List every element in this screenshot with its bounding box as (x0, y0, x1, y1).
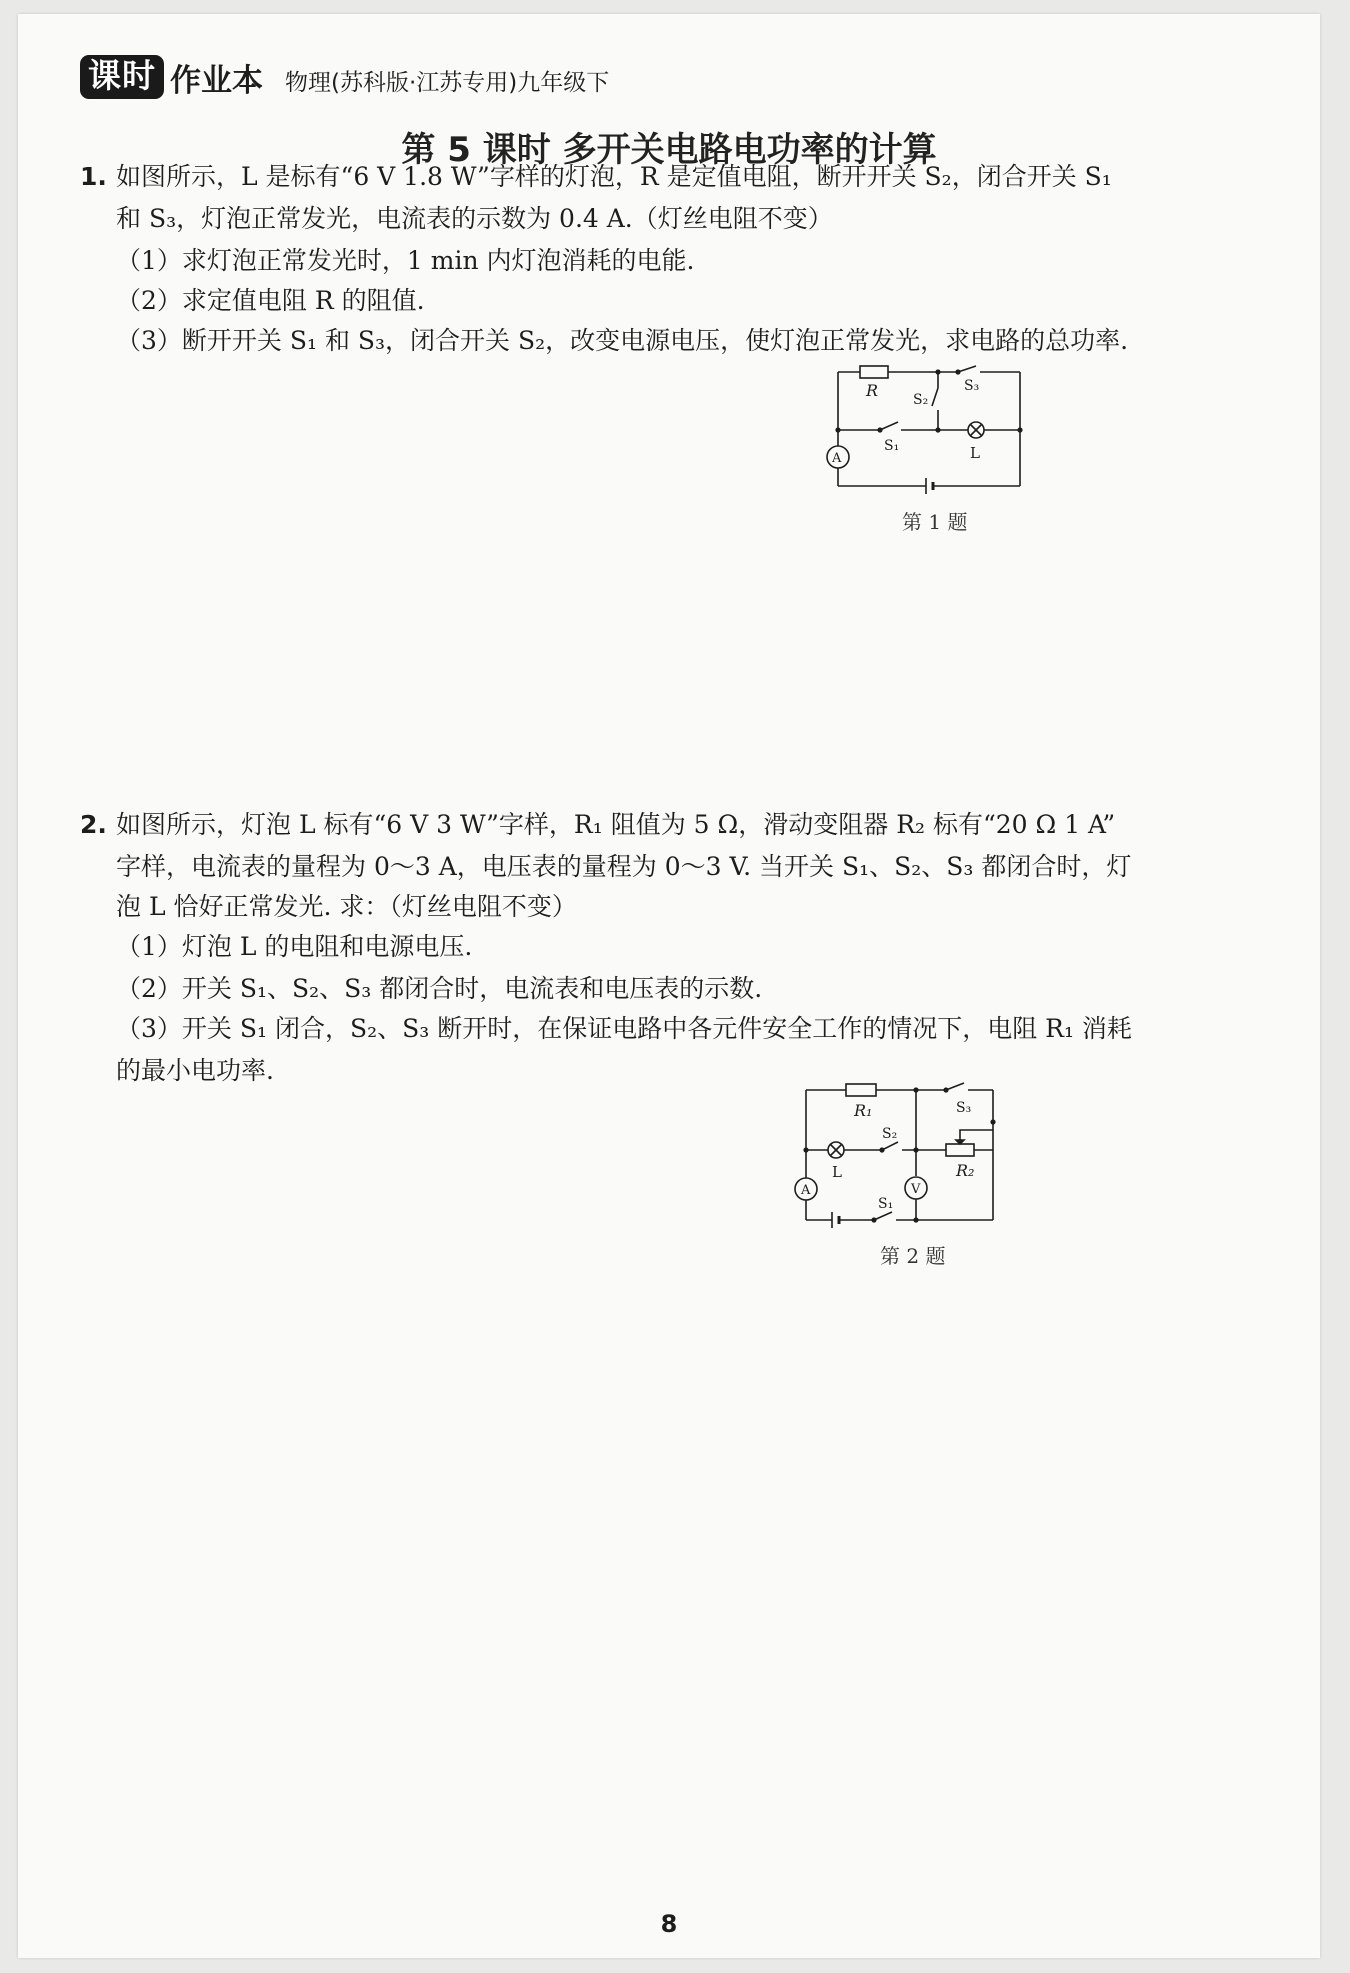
label-s3: S₃ (964, 378, 980, 394)
series-name: 作业本 (170, 62, 263, 99)
label-s2: S₂ (913, 392, 929, 408)
voltmeter-label: V (911, 1182, 921, 1197)
label-s1: S₁ (878, 1196, 894, 1212)
sub-question: （3）开关 S₁ 闭合，S₂、S₃ 断开时，在保证电路中各元件安全工作的情况下，电阻 R₁ 消耗 (116, 1014, 1132, 1043)
ammeter-label: A (832, 451, 842, 466)
question-text-line: 字样，电流表的量程为 0～3 A，电压表的量程为 0～3 V. 当开关 S₁、S₂、S₃ 都闭合时，灯 (116, 852, 1132, 881)
question-text-line: 泡 L 恰好正常发光. 求：（灯丝电阻不变） (116, 892, 577, 921)
page-header (80, 52, 609, 102)
page-number: 8 (660, 1910, 678, 1938)
sub-question: （2）求定值电阻 R 的阻值. (116, 286, 425, 315)
label-s3: S₃ (956, 1100, 972, 1116)
question-text-line: 如图所示，灯泡 L 标有“6 V 3 W”字样，R₁ 阻值为 5 Ω，滑动变阻器 R₂ 标有“20 Ω 1 A” (116, 810, 1116, 839)
question-text-line: 的最小电功率. (116, 1056, 274, 1085)
label-r: R (866, 381, 879, 400)
question-number: 1. (80, 162, 107, 191)
figure-caption: 第 2 题 (880, 1244, 946, 1268)
label-r1: R₁ (854, 1101, 873, 1120)
circuit-diagram-2 (796, 1080, 1006, 1230)
subject-label: 物理(苏科版·江苏专用)九年级下 (285, 69, 610, 96)
series-logo: 课时 (80, 55, 164, 99)
circuit-diagram-1 (828, 358, 1028, 498)
label-s2: S₂ (882, 1126, 898, 1142)
label-s1: S₁ (884, 438, 900, 454)
question-text-line: 和 S₃，灯泡正常发光，电流表的示数为 0.4 A.（灯丝电阻不变） (116, 204, 833, 233)
rheostat-r2-symbol (946, 1144, 974, 1156)
ammeter-label: A (801, 1183, 811, 1198)
label-l: L (832, 1163, 842, 1181)
resistor-r1-symbol (846, 1084, 876, 1096)
question-number: 2. (80, 810, 107, 839)
page (18, 14, 1320, 1958)
question-text-line: 如图所示，L 是标有“6 V 1.8 W”字样的灯泡，R 是定值电阻，断开开关 S₂，闭合开关 S₁ (116, 162, 1112, 191)
lesson-title: 第 5 课时 多开关电路电功率的计算 (401, 130, 937, 170)
label-r2: R₂ (956, 1161, 975, 1180)
sub-question: （3）断开开关 S₁ 和 S₃，闭合开关 S₂，改变电源电压，使灯泡正常发光，求电路的总功率. (116, 326, 1129, 355)
sub-question: （2）开关 S₁、S₂、S₃ 都闭合时，电流表和电压表的示数. (116, 974, 763, 1003)
sub-question: （1）灯泡 L 的电阻和电源电压. (116, 932, 473, 961)
label-l: L (970, 444, 980, 462)
resistor-r-symbol (860, 366, 888, 378)
figure-caption: 第 1 题 (902, 510, 968, 534)
sub-question: （1）求灯泡正常发光时，1 min 内灯泡消耗的电能. (116, 246, 695, 275)
